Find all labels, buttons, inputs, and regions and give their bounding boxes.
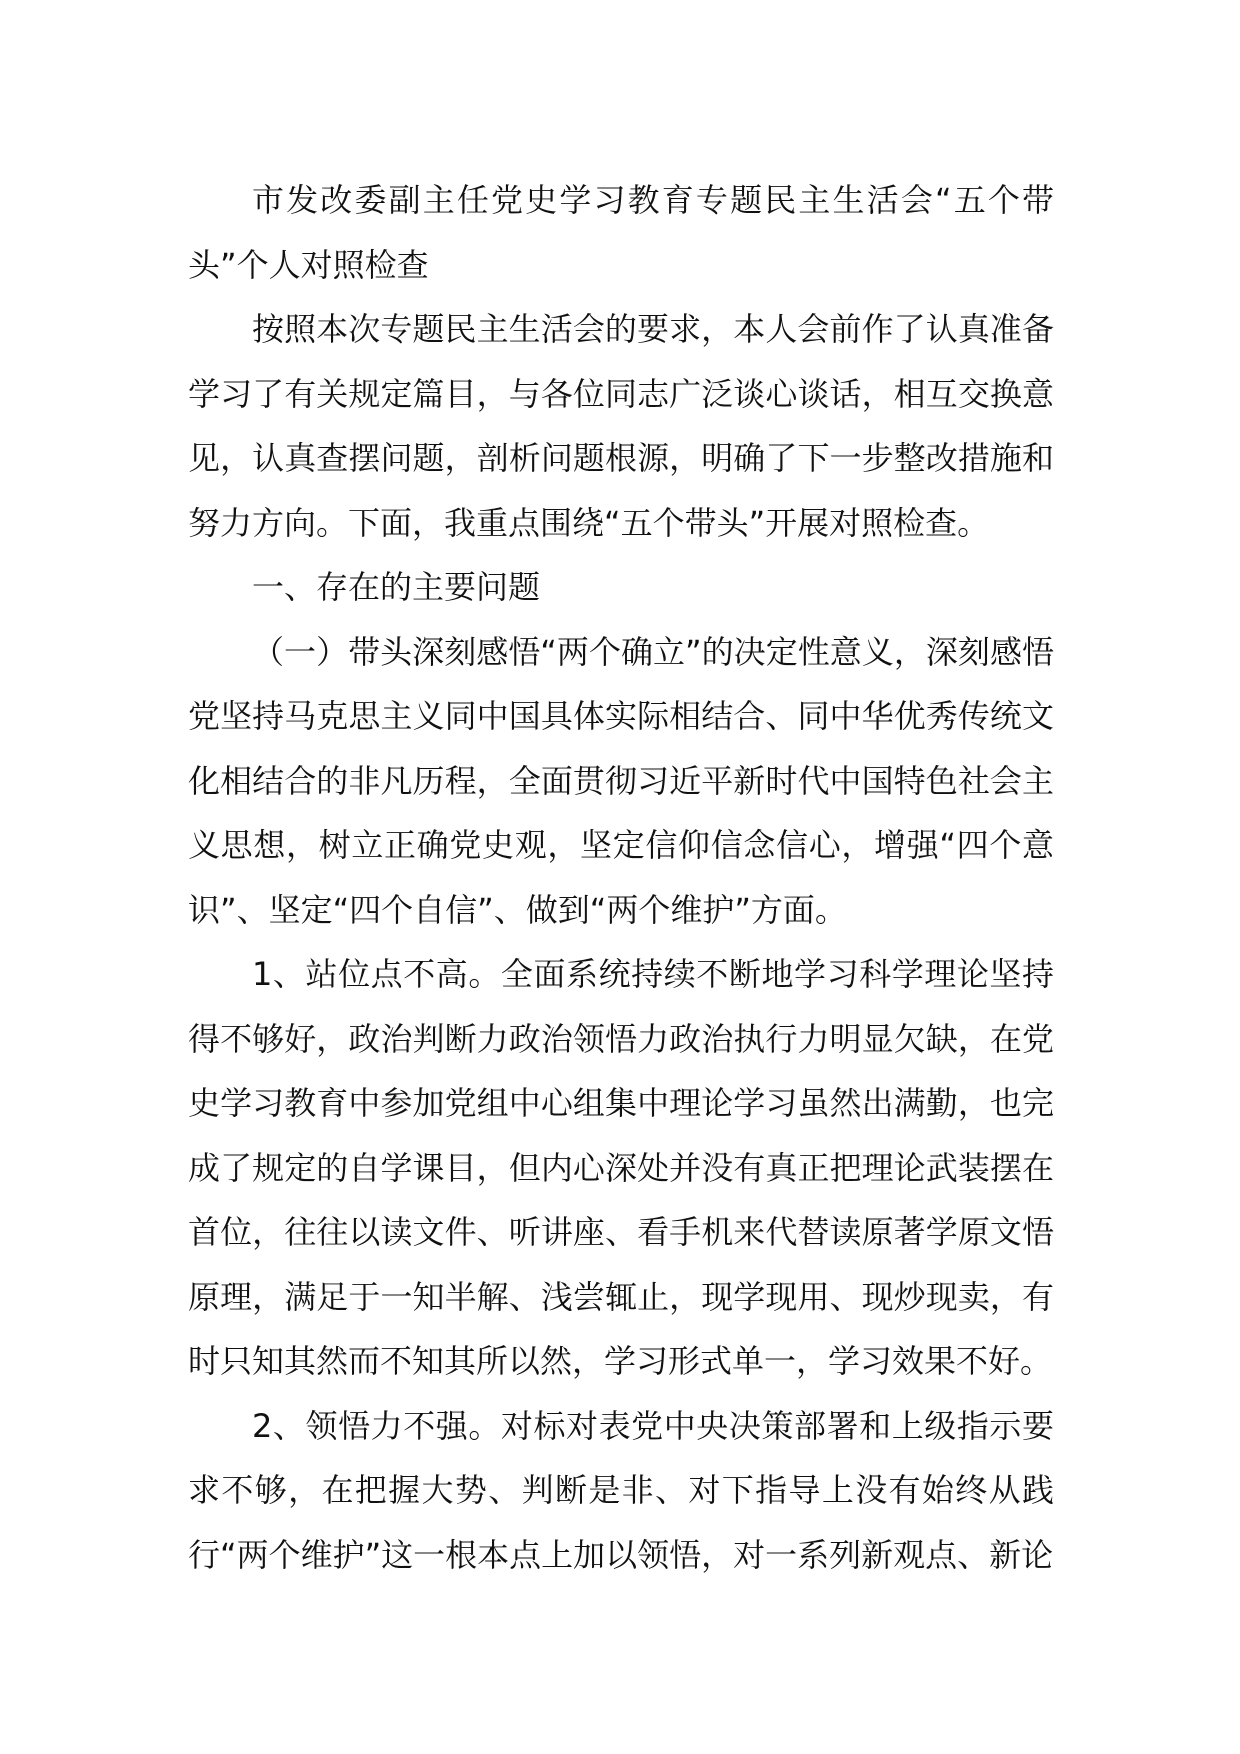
issue-paragraph-2: 2、领悟力不强。对标对表党中央决策部署和上级指示要求不够，在把握大势、判断是非、对下指导上没有始终从践行“两个维护”这一根本点上加以领悟，对一系列新观点、新论 [188, 1406, 1054, 1574]
intro-paragraph: 按照本次专题民主生活会的要求，本人会前作了认真准备学习了有关规定篇目，与各位同志广泛谈心谈话，相互交换意见，认真查摆问题，剖析问题根源，明确了下一步整改措施和努力方向。下面，我重点围绕“五个带头”开展对照检查。 [188, 310, 1054, 542]
section-heading: 一、存在的主要问题 [252, 568, 541, 606]
subsection-heading: （一）带头深刻感悟“两个确立”的决定性意义，深刻感悟党坚持马克思主义同中国具体实际相结合、同中华优秀传统文化相结合的非凡历程，全面贯彻习近平新时代中国特色社会主义思想，树立正确党史观，坚定信仰信念信心，增强“四个意识”、坚定“四个自信”、做到“两个维护”方面。 [188, 632, 1054, 929]
document-body [188, 168, 1054, 1587]
issue-paragraph-1: 1、站位点不高。全面系统持续不断地学习科学理论坚持得不够好，政治判断力政治领悟力政治执行力明显欠缺，在党史学习教育中参加党组中心组集中理论学习虽然出满勤，也完成了规定的自学课目，但内心深处并没有真正把理论武装摆在首位，往往以读文件、听讲座、看手机来代替读原著学原文悟原理，满足于一知半解、浅尝辄止，现学现用、现炒现卖，有时只知其然而不知其所以然，学习形式单一，学习效果不好。 [188, 955, 1054, 1380]
document-title: 市发改委副主任党史学习教育专题民主生活会“五个带头”个人对照检查 [188, 181, 1054, 284]
